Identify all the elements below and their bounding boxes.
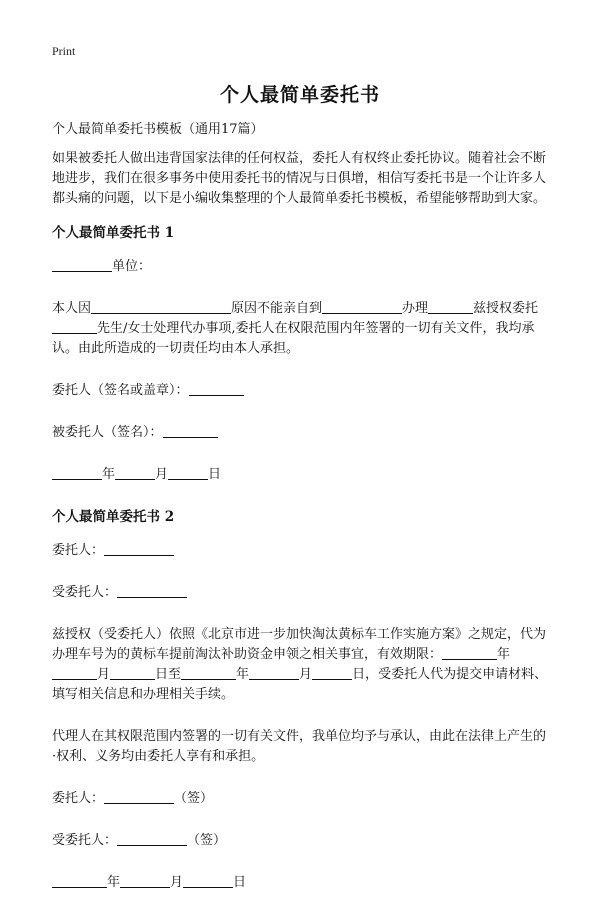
unit-blank[interactable] [52,257,112,272]
text-segment: 月 [299,667,313,682]
section-2-paragraph-1 [52,625,548,705]
principal-sign-line-2 [52,789,548,809]
valid-to-month-blank[interactable] [249,665,299,680]
document-subtitle: 个人最简单委托书模板（通用17篇） [52,122,264,137]
principal-sign-line [52,381,548,401]
text-segment: 先生/女士处理代办事项,委托人在权限范围内年签署的一切有关文件，我均承认。由此所造成的一切责任均由本人承担。 [52,321,535,356]
agent-line [52,583,548,603]
year-label: 年 [107,875,121,890]
page-title: 个人最简单委托书 [219,84,380,106]
agent-label: 被委托人（签名）： [52,425,163,440]
month-blank[interactable] [115,465,155,480]
principal-line [52,541,548,561]
month-label: 月 [170,875,184,890]
principal-label: 委托人： [52,791,105,806]
text-segment: 原因不能亲自到 [231,301,323,316]
date-line [52,465,548,485]
valid-from-month-blank[interactable] [52,665,97,680]
year-blank[interactable] [52,873,107,888]
valid-to-year-blank[interactable] [181,665,236,680]
section-2-paragraph-2: 代理人在其权限范围内签署的一切有关文件，我单位均予与承认，由此在法律上产生的·权利、义务均由委托人享有和承担。 [52,729,547,764]
text-segment: 办理 [402,301,429,316]
sign-suffix: （签） [174,791,214,806]
principal-sign-blank[interactable] [189,381,244,396]
date-line-2 [52,873,548,893]
text-segment: 年 [497,647,511,662]
day-blank[interactable] [168,465,208,480]
unit-line [52,257,548,277]
agent-sign-line [52,423,548,443]
year-blank[interactable] [52,465,102,480]
agent-label: 受委托人： [52,833,118,848]
principal-label: 委托人（签名或盖章）： [52,383,189,398]
section-1-heading: 个人最简单委托书 1 [52,225,175,241]
place-blank[interactable] [322,299,402,314]
agent-blank[interactable] [117,583,187,598]
month-blank[interactable] [120,873,170,888]
unit-label: 单位： [112,259,152,274]
agent-name-blank[interactable] [52,319,97,334]
text-segment: 年 [236,667,250,682]
valid-from-day-blank[interactable] [110,665,155,680]
text-segment: 日至 [155,667,182,682]
reason-blank[interactable] [91,299,231,314]
month-label: 月 [155,467,169,482]
document-body [52,120,548,915]
principal-blank[interactable] [104,541,174,556]
text-segment: 月 [97,667,111,682]
text-segment: 兹授权委托 [473,301,539,316]
day-label: 日 [233,875,247,890]
print-link[interactable]: Print [52,44,76,58]
valid-from-year-blank[interactable] [442,645,497,660]
text-segment: 日，受委托人代为提交申请材料、填写相关信息和办理相关手续。 [52,667,548,702]
principal-sign-blank[interactable] [104,789,174,804]
day-label: 日 [208,467,222,482]
text-segment: 兹授权（受委托人）依照《北京市进一步加快淘汰黄标车工作实施方案》之规定，代为办理车号为的黄标车提前淘汰补助资金申领之相关事宜，有效期限： [52,627,547,662]
text-segment: 本人因 [52,301,92,316]
section-1-paragraph [52,299,548,359]
section-2-heading: 个人最简单委托书 2 [52,509,175,525]
valid-to-day-blank[interactable] [312,665,352,680]
agent-sign-blank[interactable] [163,423,218,438]
agent-sign-line-2 [52,831,548,851]
agent-label: 受委托人： [52,585,118,600]
day-blank[interactable] [183,873,233,888]
agent-sign-blank[interactable] [117,831,187,846]
principal-label: 委托人： [52,543,105,558]
matter-blank[interactable] [428,299,473,314]
sign-suffix: （签） [187,833,227,848]
year-label: 年 [102,467,116,482]
intro-paragraph: 如果被委托人做出违背国家法律的任何权益，委托人有权终止委托协议。随着社会不断地进步，我们在很多事务中使用委托书的情况与日俱增，相信写委托书是一个让许多人都头痛的问题，以下是小编收集整理的个人最简单委托书模板，希望能够帮助到大家。 [52,151,547,206]
